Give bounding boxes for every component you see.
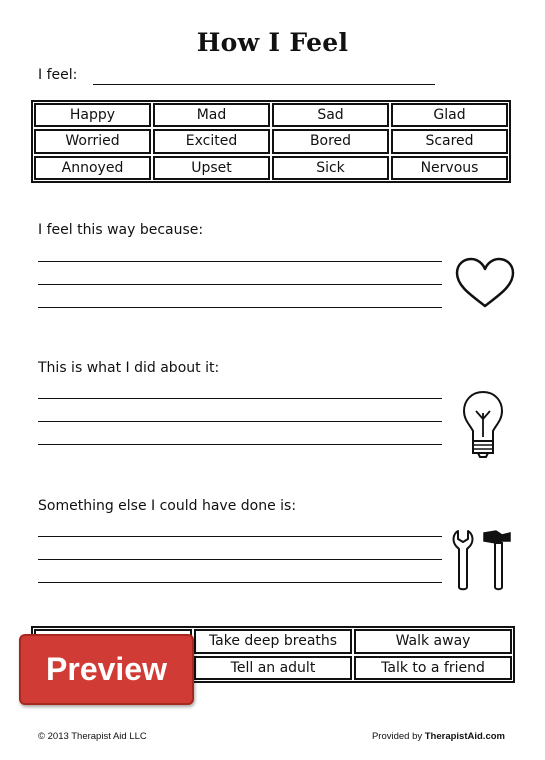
feeling-cell[interactable]: Mad	[153, 103, 270, 127]
answer-line[interactable]	[38, 261, 442, 262]
answer-line[interactable]	[38, 559, 442, 560]
provided-by-prefix: Provided by	[371, 731, 425, 742]
preview-badge: Preview	[19, 634, 194, 705]
answer-line[interactable]	[38, 536, 442, 537]
heart-icon	[454, 256, 516, 310]
feeling-cell[interactable]: Excited	[153, 129, 270, 153]
feeling-cell[interactable]: Upset	[153, 156, 270, 180]
coping-cell[interactable]: Talk to a friend	[354, 656, 512, 681]
answer-line[interactable]	[38, 421, 442, 422]
feeling-cell[interactable]: Sick	[272, 156, 389, 180]
feeling-cell[interactable]: Sad	[272, 103, 389, 127]
feeling-cell[interactable]: Worried	[34, 129, 151, 153]
section-because-label: I feel this way because:	[38, 222, 204, 238]
coping-cell[interactable]: Take deep breaths	[194, 629, 352, 654]
feel-label: I feel:	[38, 67, 78, 83]
feeling-cell[interactable]: Scared	[391, 129, 508, 153]
feeling-cell[interactable]: Bored	[272, 129, 389, 153]
feeling-cell[interactable]: Glad	[391, 103, 508, 127]
provided-by-text	[372, 731, 505, 742]
coping-cell[interactable]: Walk away	[354, 629, 512, 654]
feelings-grid	[31, 100, 511, 183]
page-title: How I Feel	[196, 28, 349, 57]
section-did-label: This is what I did about it:	[38, 360, 220, 376]
answer-line[interactable]	[38, 284, 442, 285]
answer-line[interactable]	[38, 582, 442, 583]
answer-line[interactable]	[38, 398, 442, 399]
feeling-cell[interactable]: Nervous	[391, 156, 508, 180]
brand-link[interactable]: TherapistAid.com	[424, 731, 505, 742]
tools-icon	[452, 527, 518, 593]
answer-line[interactable]	[38, 444, 442, 445]
copyright-text: © 2013 Therapist Aid LLC	[38, 731, 147, 742]
feeling-cell[interactable]: Annoyed	[34, 156, 151, 180]
feel-answer-line[interactable]	[93, 84, 435, 85]
feeling-cell[interactable]: Happy	[34, 103, 151, 127]
answer-line[interactable]	[38, 307, 442, 308]
section-else-label: Something else I could have done is:	[38, 498, 297, 514]
lightbulb-icon	[461, 389, 505, 461]
coping-cell[interactable]: Tell an adult	[194, 656, 352, 681]
